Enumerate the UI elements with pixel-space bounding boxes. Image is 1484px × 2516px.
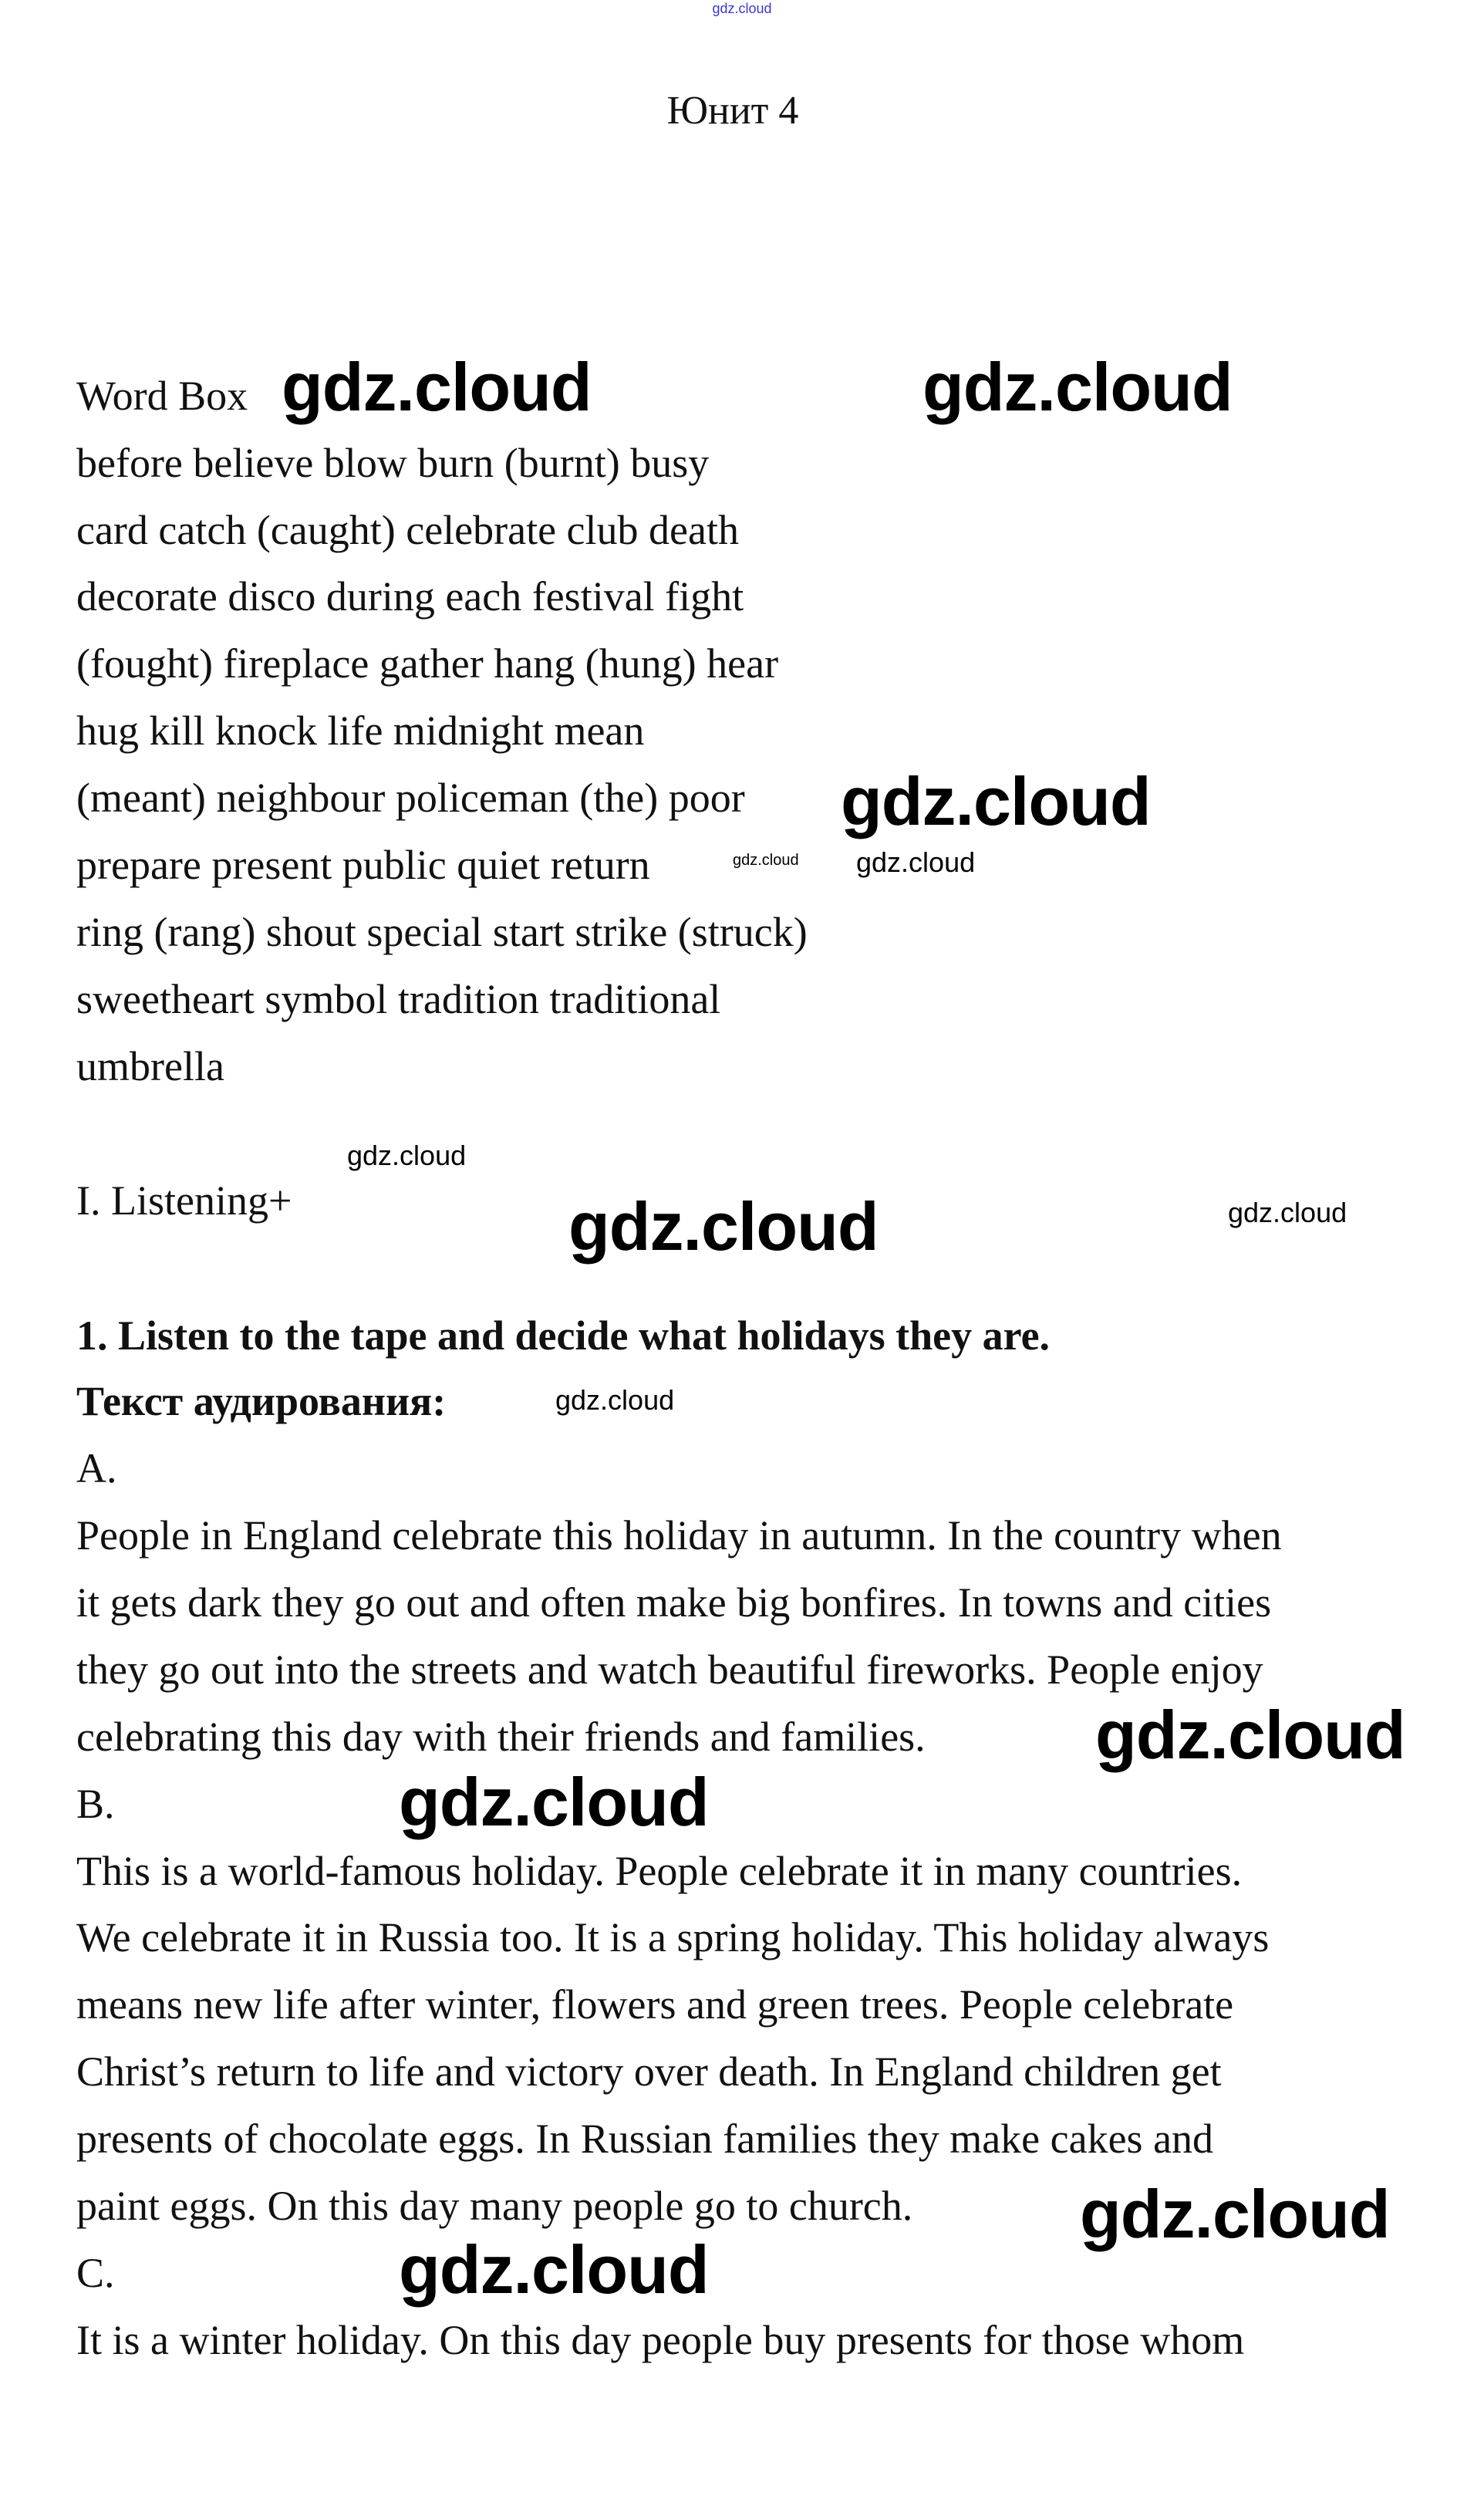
text-b-line: means new life after winter, flowers and green trees. People celebrate [76, 1981, 1234, 2028]
task-instruction: 1. Listen to the tape and decide what holidays they are. [76, 1312, 1051, 1359]
watermark: gdz.cloud [1080, 2176, 1390, 2252]
text-c-label: C. [76, 2250, 115, 2296]
word-box-line: (fought) fireplace gather hang (hung) hear [76, 640, 779, 687]
word-box-heading: Word Box [76, 373, 248, 419]
watermark: gdz.cloud [555, 1384, 675, 1416]
word-box-line: (meant) neighbour policeman (the) poor [76, 775, 745, 821]
watermark: gdz.cloud [282, 349, 592, 425]
text-b-line: This is a world-famous holiday. People celebrate it in many countries. [76, 1848, 1243, 1894]
text-a-line: they go out into the streets and watch beautiful fireworks. People enjoy [76, 1646, 1263, 1693]
watermark: gdz.cloud [347, 1140, 467, 1171]
watermark-top: gdz.cloud [712, 1, 772, 16]
word-box-line: before believe blow burn (burnt) busy [76, 440, 710, 486]
text-a-line: People in England celebrate this holiday in autumn. In the country when [76, 1512, 1282, 1559]
text-a-line: celebrating this day with their friends and families. [76, 1714, 926, 1760]
text-b-label: B. [76, 1781, 115, 1827]
watermark: gdz.cloud [1228, 1197, 1347, 1228]
section-heading: I. Listening+ [76, 1177, 292, 1224]
watermark: gdz.cloud [1095, 1697, 1405, 1773]
word-box-line: card catch (caught) celebrate club death [76, 507, 739, 553]
watermark: gdz.cloud [568, 1188, 879, 1265]
watermark: gdz.cloud [399, 2231, 709, 2308]
watermark: gdz.cloud [856, 846, 976, 878]
text-a-line: it gets dark they go out and often make big bonfires. In towns and cities [76, 1579, 1272, 1626]
text-c-line: It is a winter holiday. On this day people buy presents for those whom [76, 2317, 1245, 2363]
word-box-line: ring (rang) shout special start strike (struck) [76, 909, 808, 955]
word-box-line: sweetheart symbol tradition traditional [76, 976, 721, 1022]
text-b-line: We celebrate it in Russia too. It is a spring holiday. This holiday always [76, 1914, 1270, 1960]
text-b-line: Christ’s return to life and victory over death. In England children get [76, 2048, 1222, 2095]
watermark: gdz.cloud [399, 1764, 709, 1840]
text-b-line: presents of chocolate eggs. In Russian families they make cakes and [76, 2116, 1214, 2162]
watermark: gdz.cloud [922, 349, 1233, 425]
text-a-label: A. [76, 1445, 117, 1491]
watermark: gdz.cloud [733, 852, 799, 869]
text-b-line: paint eggs. On this day many people go to church. [76, 2183, 913, 2229]
watermark: gdz.cloud [841, 763, 1151, 839]
word-box-line: prepare present public quiet return [76, 842, 650, 888]
word-box-line: umbrella [76, 1043, 224, 1089]
word-box-line: hug kill knock life midnight mean [76, 708, 645, 754]
word-box-line: decorate disco during each festival fight [76, 573, 744, 620]
page-title: Юнит 4 [666, 89, 799, 133]
transcript-heading: Текст аудирования: [76, 1378, 447, 1424]
